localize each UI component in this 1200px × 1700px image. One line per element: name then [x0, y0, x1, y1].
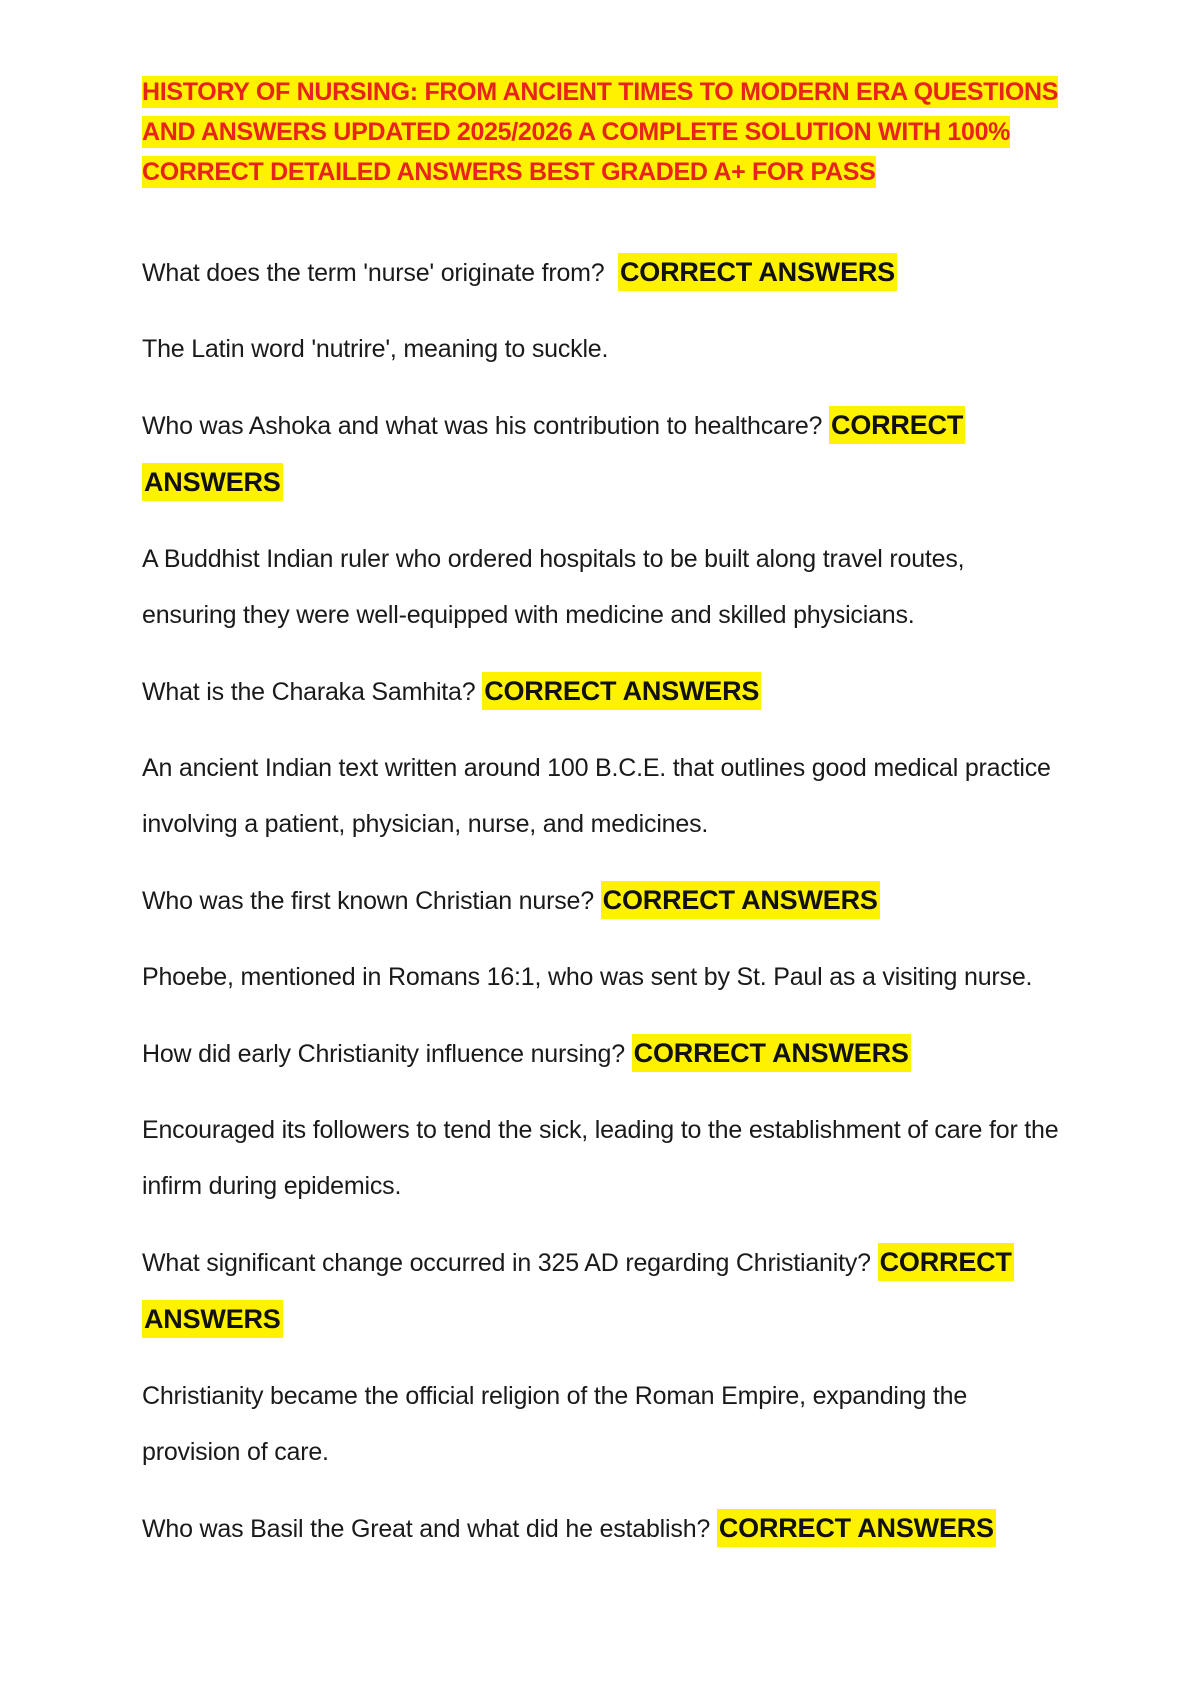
answer-3: An ancient Indian text written around 100 B.C.E. that outlines good medical practice involving a patient, physician, nurse, and medicines. [142, 754, 1051, 838]
document-title-text: HISTORY OF NURSING: FROM ANCIENT TIMES TO MODERN ERA QUESTIONS AND ANSWERS UPDATED 2025/2026 A COMPLETE SOLUTION WITH 100% CORRECT DETAILED ANSWERS BEST GRADED A+ FOR PASS [142, 78, 1059, 186]
answer-1: The Latin word 'nutrire', meaning to suckle. [142, 335, 609, 363]
question-text: What is the Charaka Samhita? [142, 678, 476, 706]
correct-answers-tag: CORRECT ANSWERS [601, 881, 880, 919]
answer-4: Phoebe, mentioned in Romans 16:1, who was sent by St. Paul as a visiting nurse. [142, 963, 1033, 991]
answer-5: Encouraged its followers to tend the sick, leading to the establishment of care for the infirm during epidemics. [142, 1116, 1059, 1200]
answer-6: Christianity became the official religion of the Roman Empire, expanding the provision of care. [142, 1382, 968, 1466]
question-text: What significant change occurred in 325 AD regarding Christianity? [142, 1249, 871, 1277]
correct-answers-tag: CORRECT ANSWERS [717, 1509, 996, 1547]
question-text: Who was the first known Christian nurse? [142, 887, 594, 915]
qa-list [142, 244, 1062, 1557]
question-6 [142, 1234, 1062, 1348]
answer-2: A Buddhist Indian ruler who ordered hospitals to be built along travel routes, ensuring they were well-equipped with medicine and skilled physicians. [142, 545, 965, 629]
question-4 [142, 872, 1062, 929]
question-text: Who was Basil the Great and what did he establish? [142, 1515, 711, 1543]
correct-answers-tag: CORRECT ANSWERS [632, 1034, 911, 1072]
correct-answers-tag: CORRECT ANSWERS [482, 672, 761, 710]
question-7 [142, 1500, 1062, 1557]
question-3 [142, 663, 1062, 720]
document-title [142, 72, 1062, 192]
question-5 [142, 1025, 1062, 1082]
correct-answers-tag: CORRECT ANSWERS [142, 1243, 1014, 1338]
question-1 [142, 244, 1062, 301]
question-2 [142, 397, 1062, 511]
question-text: Who was Ashoka and what was his contribution to healthcare? [142, 412, 823, 440]
document-page [142, 72, 1062, 1577]
correct-answers-tag: CORRECT ANSWERS [618, 253, 897, 291]
question-text: How did early Christianity influence nursing? [142, 1040, 625, 1068]
question-text: What does the term 'nurse' originate from? [142, 259, 605, 287]
correct-answers-tag: CORRECT ANSWERS [142, 406, 965, 501]
